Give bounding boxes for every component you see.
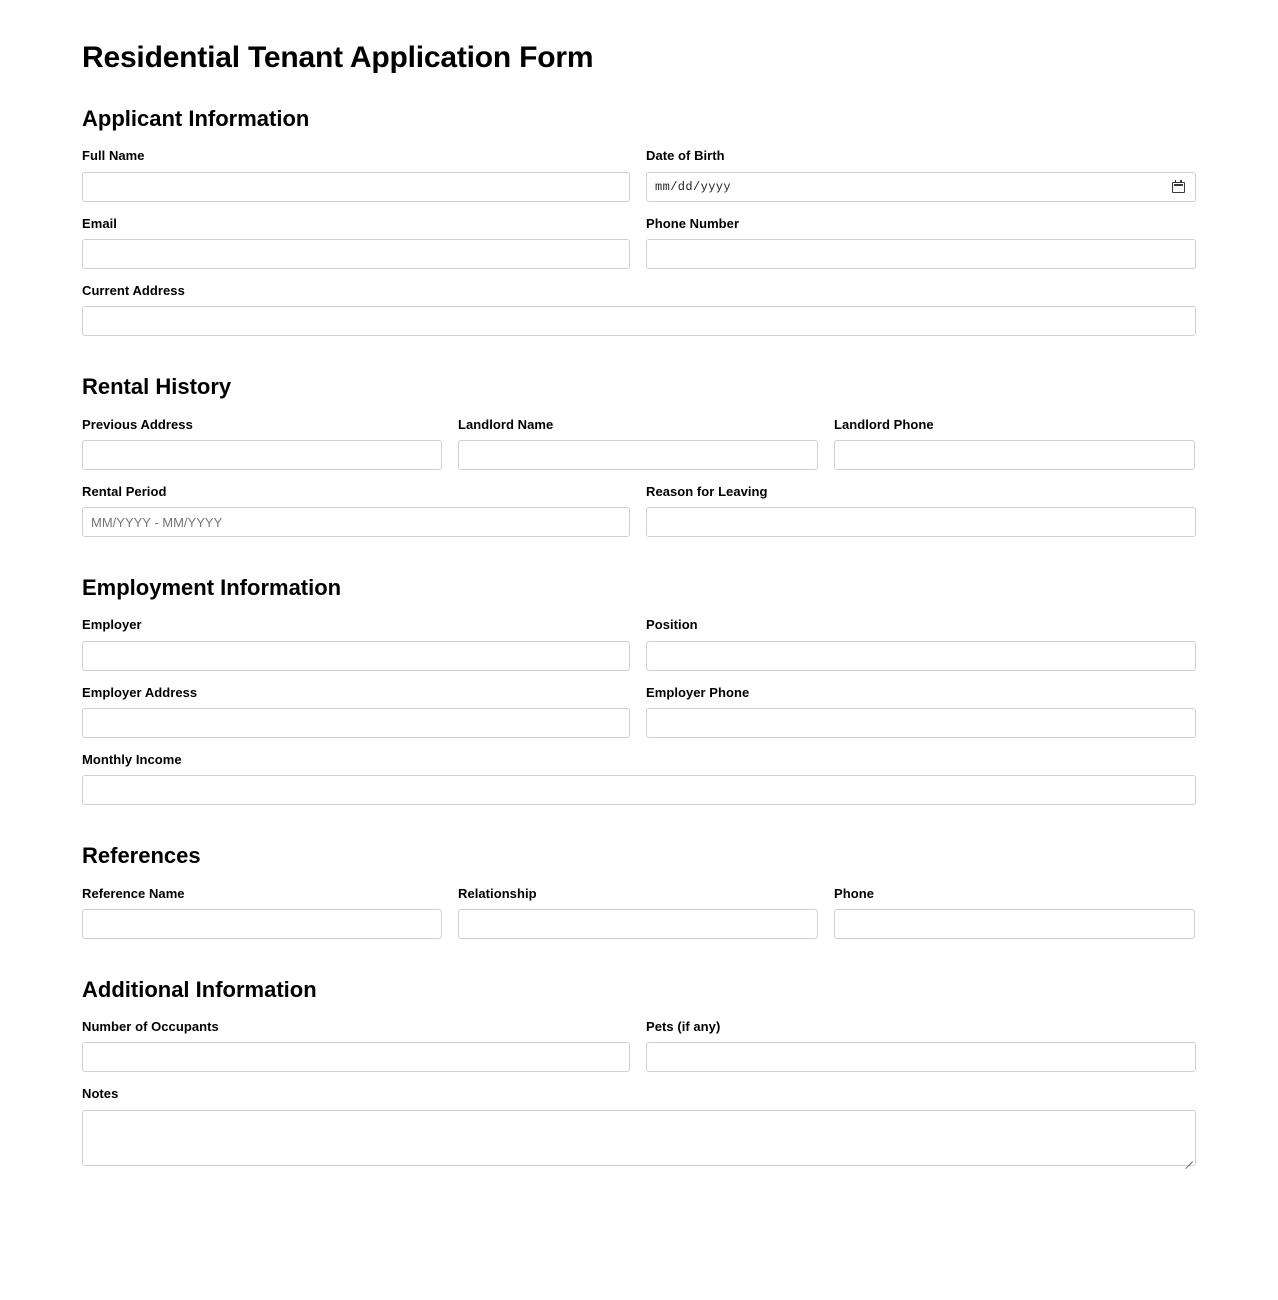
resize-handle-icon[interactable] — [1182, 1152, 1193, 1163]
label-notes: Notes — [82, 1086, 119, 1102]
position-input[interactable] — [646, 641, 1196, 671]
field-employer-phone — [646, 685, 1196, 738]
form-row — [82, 685, 1196, 738]
label-landlord-phone: Landlord Phone — [834, 416, 934, 432]
section-references — [82, 843, 1196, 939]
field-reason-for-leaving — [646, 484, 1196, 537]
date-of-birth-input[interactable] — [646, 172, 1196, 202]
form-row — [82, 283, 1196, 336]
field-employer-address — [82, 685, 630, 738]
label-date-of-birth: Date of Birth — [646, 148, 725, 164]
section-additional-information — [82, 977, 1196, 1166]
label-position: Position — [646, 617, 698, 633]
label-rental-period: Rental Period — [82, 483, 167, 499]
label-reason-for-leaving: Reason for Leaving — [646, 483, 768, 499]
field-relationship — [458, 886, 818, 939]
field-reference-phone — [834, 886, 1195, 939]
reference-name-input[interactable] — [82, 909, 442, 939]
section-spacer — [82, 358, 1196, 374]
field-landlord-phone — [834, 417, 1195, 470]
form-row — [82, 484, 1196, 537]
form-row — [82, 617, 1196, 670]
field-full-name — [82, 148, 630, 201]
form-row — [82, 752, 1196, 805]
reason-for-leaving-input[interactable] — [646, 507, 1196, 537]
label-number-of-occupants: Number of Occupants — [82, 1019, 219, 1035]
field-email — [82, 216, 630, 269]
number-of-occupants-input[interactable] — [82, 1042, 630, 1072]
field-monthly-income — [82, 752, 1196, 805]
field-rental-period — [82, 484, 630, 537]
phone-number-input[interactable] — [646, 239, 1196, 269]
employer-phone-input[interactable] — [646, 708, 1196, 738]
employer-address-input[interactable] — [82, 708, 630, 738]
section-rental-history — [82, 374, 1196, 537]
section-applicant-information — [82, 106, 1196, 336]
section-heading-applicant-information: Applicant Information — [82, 106, 310, 131]
form-row — [82, 417, 1196, 470]
form-row — [82, 216, 1196, 269]
full-name-input[interactable] — [82, 172, 630, 202]
label-previous-address: Previous Address — [82, 416, 193, 432]
label-employer-phone: Employer Phone — [646, 684, 750, 700]
field-employer — [82, 617, 630, 670]
field-current-address — [82, 283, 1196, 336]
section-heading-additional-information: Additional Information — [82, 976, 317, 1002]
landlord-phone-input[interactable] — [834, 440, 1195, 470]
label-employer: Employer — [82, 617, 142, 633]
reference-phone-input[interactable] — [834, 909, 1195, 939]
label-employer-address: Employer Address — [82, 684, 198, 700]
label-current-address: Current Address — [82, 282, 185, 298]
field-reference-name — [82, 886, 442, 939]
field-date-of-birth — [646, 148, 1196, 201]
form-row — [82, 886, 1196, 939]
page-title: Residential Tenant Application Form — [82, 41, 594, 74]
label-pets: Pets (if any) — [646, 1019, 721, 1035]
field-previous-address — [82, 417, 442, 470]
previous-address-input[interactable] — [82, 440, 442, 470]
employer-input[interactable] — [82, 641, 630, 671]
label-relationship: Relationship — [458, 885, 537, 901]
label-monthly-income: Monthly Income — [82, 751, 182, 767]
section-spacer — [82, 559, 1196, 575]
current-address-input[interactable] — [82, 306, 1196, 336]
section-spacer — [82, 827, 1196, 843]
form-row — [82, 148, 1196, 201]
field-position — [646, 617, 1196, 670]
label-full-name: Full Name — [82, 148, 145, 164]
section-heading-references: References — [82, 843, 201, 869]
rental-period-input[interactable] — [82, 507, 630, 537]
label-landlord-name: Landlord Name — [458, 416, 554, 432]
pets-input[interactable] — [646, 1042, 1196, 1072]
label-phone-number: Phone Number — [646, 215, 740, 231]
landlord-name-input[interactable] — [458, 440, 818, 470]
monthly-income-input[interactable] — [82, 775, 1196, 805]
section-heading-employment-information: Employment Information — [82, 575, 342, 601]
field-notes — [82, 1086, 1196, 1165]
form-row — [82, 1086, 1196, 1165]
relationship-input[interactable] — [458, 909, 818, 939]
section-spacer — [82, 961, 1196, 977]
email-field[interactable] — [82, 239, 630, 269]
section-employment-information — [82, 575, 1196, 805]
label-email: Email — [82, 215, 117, 231]
field-number-of-occupants — [82, 1019, 630, 1072]
label-reference-phone: Phone — [834, 885, 874, 901]
section-heading-rental-history: Rental History — [82, 374, 232, 400]
date-of-birth-placeholder: mm/dd/yyyy — [655, 179, 732, 194]
label-reference-name: Reference Name — [82, 885, 185, 901]
form-row — [82, 1019, 1196, 1072]
field-phone-number — [646, 216, 1196, 269]
notes-textarea[interactable] — [82, 1110, 1196, 1166]
field-pets — [646, 1019, 1196, 1072]
calendar-icon[interactable] — [1172, 180, 1185, 193]
field-landlord-name — [458, 417, 818, 470]
